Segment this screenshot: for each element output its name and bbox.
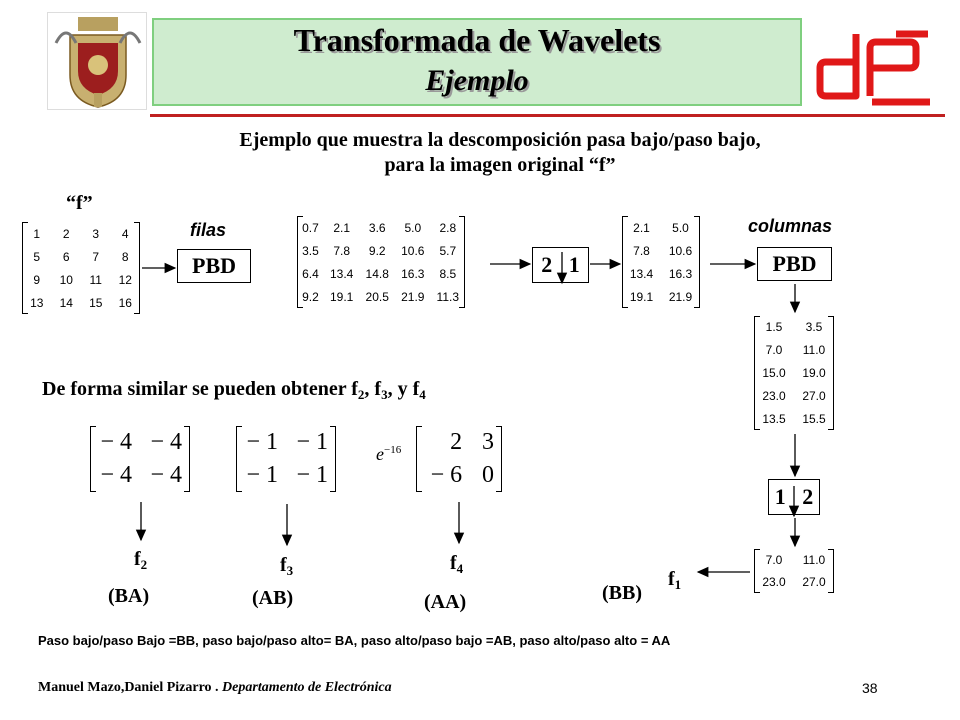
matrix-cell: 8: [121, 249, 129, 264]
matrix-cell: 15.5: [802, 411, 826, 426]
intro-line-2: para la imagen original “f”: [384, 154, 616, 176]
matrix-cell: − 4: [100, 429, 132, 455]
matrix-cell: 7.0: [765, 343, 783, 358]
matrix-cell: − 4: [100, 462, 132, 488]
matrix-cell: − 1: [246, 429, 278, 455]
matrix-cell: 10.6: [668, 243, 693, 258]
f-label: “f”: [66, 192, 93, 214]
columnas-label: columnas: [748, 216, 833, 236]
matrix-cell: 13.4: [629, 266, 654, 281]
matrix-cell: 2.1: [333, 220, 351, 235]
matrix-cell: 7: [92, 249, 100, 264]
matrix-cell: 1: [33, 226, 41, 241]
f3-code: (AB): [252, 587, 294, 609]
f2-code: (BA): [108, 585, 150, 607]
f1-label: $f_1$: [668, 568, 682, 592]
matrix-cell: 9: [33, 272, 41, 287]
matrix-cell: 11.0: [802, 343, 826, 358]
matrix-cell: 10: [59, 272, 73, 287]
matrix-cell: 19.1: [329, 289, 354, 304]
f1-code: (BB): [602, 582, 642, 604]
matrix-cell: − 1: [296, 429, 328, 455]
f3-label: $f_3$: [280, 554, 294, 578]
matrix-cell: 13.5: [762, 411, 786, 426]
f4-code: (AA): [424, 591, 467, 613]
matrix-cell: 12: [118, 272, 132, 287]
matrix-cell: 21.9: [668, 289, 693, 304]
page-subtitle: Ejemplo: [425, 64, 529, 97]
matrix-cell: − 4: [150, 462, 182, 488]
pbd-cols-box: PBD: [757, 247, 832, 281]
matrix-cell: 5.0: [404, 220, 422, 235]
matrix-cell: 3.6: [368, 220, 386, 235]
matrix-cell: 11.0: [802, 553, 826, 567]
matrix-cell: 2.8: [439, 220, 457, 235]
matrix-cell: 15.0: [762, 365, 786, 380]
matrix-cell: 3.5: [805, 320, 823, 335]
matrix-cell: 2: [62, 226, 70, 241]
matrix-cell: 16.3: [668, 266, 693, 281]
matrix-cell: 5.7: [439, 243, 457, 258]
matrix-cell: − 4: [150, 429, 182, 455]
matrix-cell: 6.4: [302, 266, 319, 281]
downsample-rows-box: 2 1: [532, 247, 589, 283]
matrix-cell: 21.9: [401, 289, 425, 304]
matrix-cell: 16: [118, 295, 132, 310]
matrix-cell: 3.5: [302, 243, 319, 258]
matrix-cell: 7.0: [765, 553, 783, 567]
matrix-cell: 14.8: [365, 266, 389, 281]
matrix-cell: 2: [450, 429, 463, 455]
matrix-cell: 2.1: [633, 220, 650, 235]
matrix-cell: 10.6: [401, 243, 425, 258]
matrix-cell: 11: [89, 272, 102, 287]
downsample-cols-box: 1 2: [768, 479, 820, 515]
matrix-cell: 13.4: [329, 266, 354, 281]
matrix-cell: 5: [33, 249, 41, 264]
matrix-cell: 15: [89, 295, 103, 310]
matrix-cell: 3: [92, 226, 100, 241]
matrix-cell: − 1: [246, 462, 278, 488]
matrix-cell: − 6: [430, 462, 463, 488]
matrix-cell: 6: [62, 249, 70, 264]
pbd-rows-box: PBD: [177, 249, 251, 283]
matrix-cell: 23.0: [762, 388, 786, 403]
f4-exponential-factor: $e^{-16}$: [376, 444, 402, 464]
matrix-cell: 7.8: [633, 243, 650, 258]
page-number: 38: [862, 680, 878, 696]
matrix-cell: 20.5: [365, 289, 389, 304]
matrix-cell: 27.0: [802, 388, 826, 403]
filas-label: filas: [190, 220, 227, 240]
matrix-cell: 16.3: [401, 266, 425, 281]
matrix-cell: 11.3: [436, 289, 460, 304]
page-title: Transformada de Wavelets: [293, 22, 661, 58]
matrix-cell: 3: [482, 429, 494, 455]
matrix-cell: 7.8: [333, 243, 351, 258]
footer-authors: Manuel Mazo,Daniel Pizarro . Departamento de Electrónica: [38, 680, 392, 695]
matrix-cell: 14: [59, 295, 73, 310]
similar-text: De forma similar se pueden obtener $f_2$, $f_3$, y $f_4$: [42, 378, 426, 402]
matrix-cell: − 1: [296, 462, 328, 488]
matrix-cell: 0: [482, 462, 494, 488]
legend-note: Paso bajo/paso Bajo =BB, paso bajo/paso alto= BA, paso alto/paso bajo =AB, paso alto/paso alto = AA: [38, 633, 671, 648]
matrix-cell: 27.0: [802, 575, 826, 589]
matrix-cell: 13: [30, 295, 44, 310]
matrix-cell: 19.0: [802, 365, 826, 380]
matrix-cell: 9.2: [302, 289, 319, 304]
matrix-cell: 0.7: [302, 220, 319, 235]
matrix-cell: 9.2: [368, 243, 386, 258]
matrix-cell: 23.0: [762, 575, 786, 589]
matrix-cell: 8.5: [439, 266, 457, 281]
matrix-cell: 19.1: [629, 289, 654, 304]
matrix-cell: 5.0: [672, 220, 689, 235]
f2-label: $f_2$: [134, 548, 148, 572]
matrix-cell: 1.5: [765, 320, 783, 335]
matrix-cell: 4: [121, 226, 129, 241]
intro-line-1: Ejemplo que muestra la descomposición pasa bajo/paso bajo,: [239, 129, 761, 151]
f4-label: $f_4$: [450, 552, 464, 576]
